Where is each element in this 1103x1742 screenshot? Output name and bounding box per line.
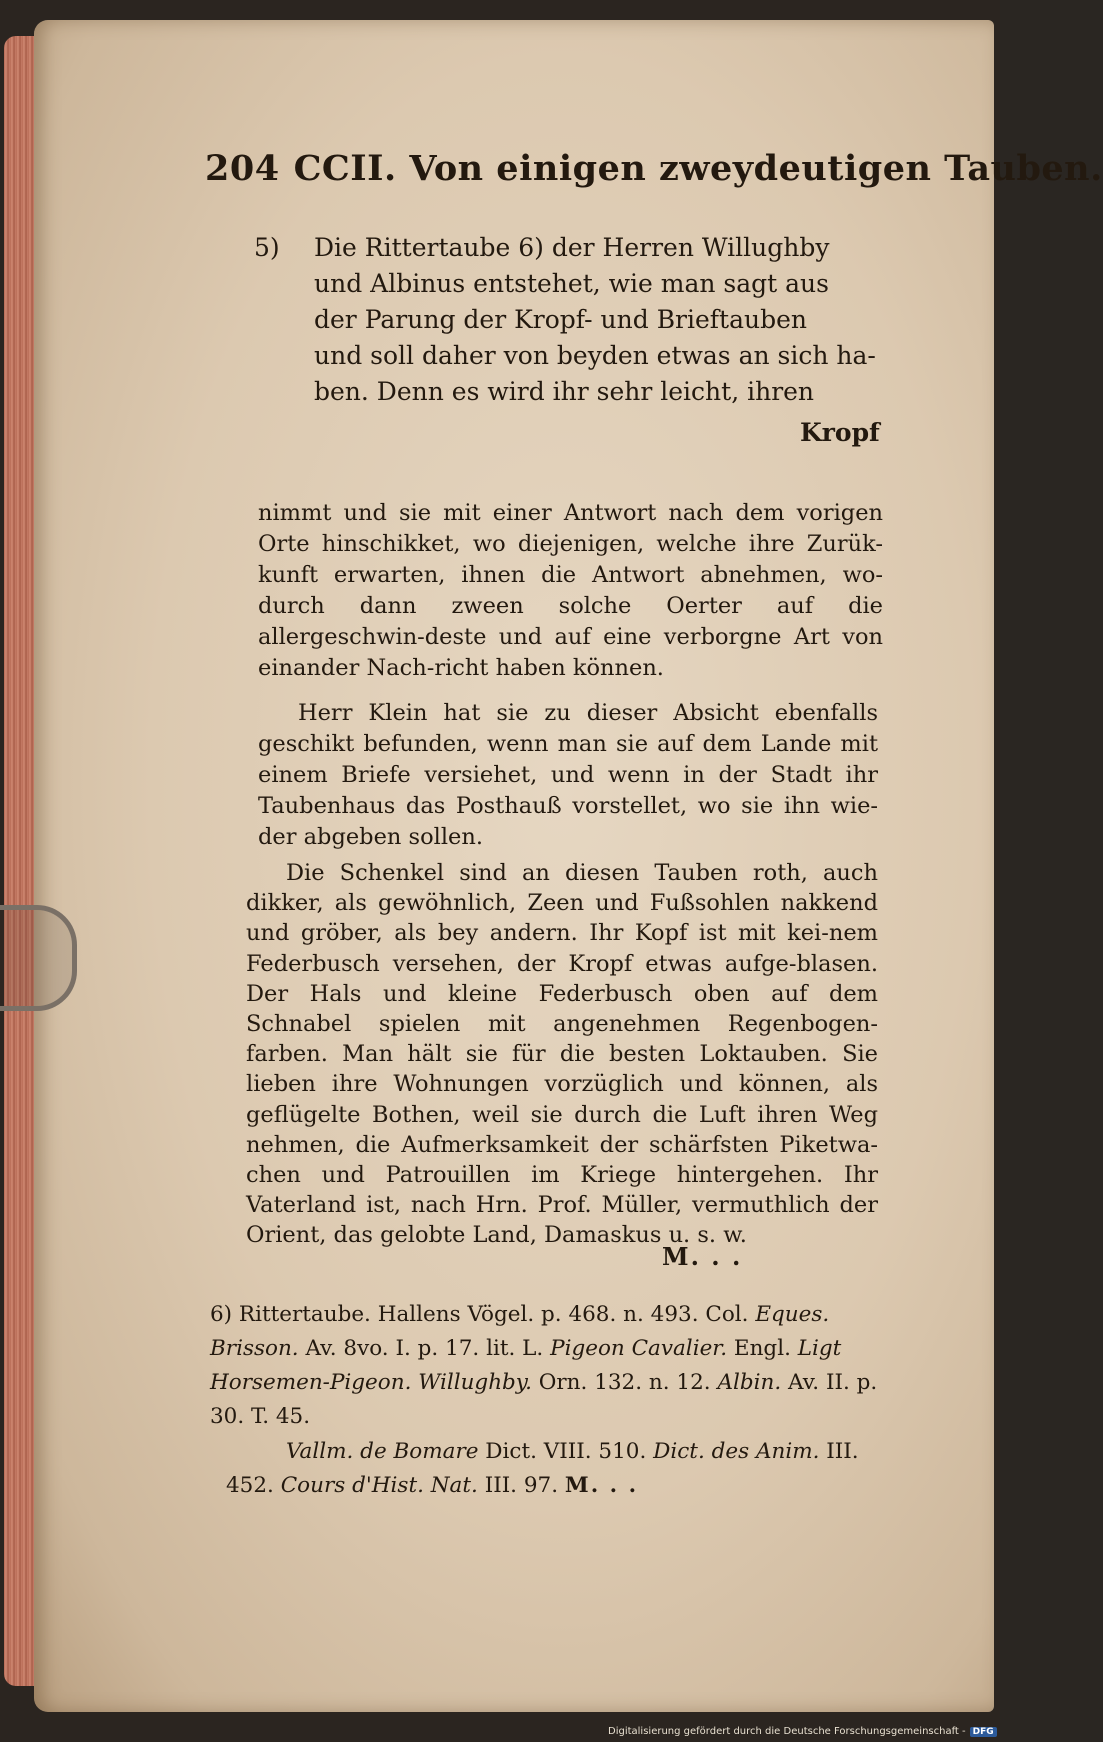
credit-text: Digitalisierung gefördert durch die Deutsche Forschungsgemeinschaft - bbox=[608, 1726, 966, 1737]
book-clasp bbox=[0, 905, 77, 1011]
entry-line: der Parung der Kropf- und Brieftauben bbox=[314, 305, 808, 334]
footnote bbox=[210, 1298, 890, 1434]
entry-line: ben. Denn es wird ihr sehr leicht, ihren bbox=[314, 377, 815, 406]
footnote-text: Albin. bbox=[717, 1370, 782, 1395]
footnote-text: Av. II. p. 30. T. 45. bbox=[210, 1370, 878, 1429]
catchword: Kropf bbox=[800, 418, 880, 447]
footnote-text: Dict. VIII. 510. bbox=[485, 1439, 647, 1464]
paragraph-2: Herr Klein hat sie zu dieser Absicht ebenfalls geschikt befunden, wenn man sie auf dem Lande mit einem Briefe versiehet, und wenn in der Stadt ihr Taubenhaus das Posthauß vorstellet, wo sie ihn wie-der abgeben sollen. bbox=[258, 700, 878, 850]
footnote-text: Cours d'Hist. Nat. bbox=[280, 1473, 478, 1498]
entry-5 bbox=[254, 230, 894, 410]
footnote-text: Dict. des Anim. bbox=[653, 1439, 820, 1464]
footnote-text: Av. 8vo. I. p. 17. lit. L. bbox=[305, 1336, 544, 1361]
chapter-title: CCII. Von einigen zweydeutigen Tauben. bbox=[293, 148, 1103, 189]
footnote-text: Eques. Brisson. bbox=[210, 1302, 830, 1361]
footnote-text: Pigeon Cavalier. bbox=[550, 1336, 728, 1361]
dfg-logo: DFG bbox=[970, 1727, 997, 1737]
footnote-text: III. 452. bbox=[226, 1439, 859, 1498]
entry-number: 5) bbox=[254, 233, 280, 262]
footnote-text: Engl. bbox=[733, 1336, 791, 1361]
footnote-continued bbox=[226, 1435, 886, 1503]
page-number: 204 bbox=[205, 148, 280, 189]
footnote-marker: 6) bbox=[210, 1302, 233, 1327]
footnote-text: Orn. 132. n. 12. bbox=[538, 1370, 711, 1395]
paragraph-3: Die Schenkel sind an diesen Tauben roth, auch dikker, als gewöhnlich, Zeen und Fußsohlen nakkend und gröber, als bey andern. Ihr Kopf ist mit kei-nem Federbusch versehen, der Kropf etwas aufge-blasen. Der Hals und kleine Federbusch oben auf dem Schnabel spielen mit angenehmen Regenbogen-farben. Man hält sie für die besten Loktauben. Sie lieben ihre Wohnungen vorzüglich und können, als geflügelte Bothen, weil sie durch die Luft ihren Weg nehmen, die Aufmerksamkeit der schärfsten Piketwa-chen und Patrouillen im Kriege hintergehen. Ihr Vaterland ist, nach Hrn. Prof. Müller, vermuthlich der Orient, das gelobte Land, Damaskus u. s. w. bbox=[246, 860, 878, 1249]
footnote-text: Ligt Horsemen-Pigeon. Willughby. bbox=[210, 1336, 842, 1395]
footnote-text: III. 97. bbox=[484, 1473, 559, 1498]
entry-line: Die Rittertaube 6) der Herren Willughby bbox=[314, 233, 830, 262]
page-heading bbox=[205, 148, 1103, 189]
signature: M. . . bbox=[662, 1242, 743, 1271]
footnote-text: Rittertaube. Hallens Vögel. p. 468. n. 493. Col. bbox=[238, 1302, 749, 1327]
paragraph-1: nimmt und sie mit einer Antwort nach dem vorigen Orte hinschikket, wo diejenigen, welche ihre Zurük-kunft erwarten, ihnen die Antwort abnehmen, wo-durch dann zween solche Oerter auf die allergeschwin-deste und auf eine verborgne Art von einander Nach-richt haben können. bbox=[258, 500, 883, 681]
digitization-credit bbox=[608, 1726, 997, 1737]
footnote-text: Vallm. de Bomare bbox=[286, 1439, 479, 1464]
entry-line: und Albinus entstehet, wie man sagt aus bbox=[314, 269, 829, 298]
entry-line: und soll daher von beyden etwas an sich ha- bbox=[314, 341, 876, 370]
footnote-signature: M. . . bbox=[564, 1473, 639, 1498]
